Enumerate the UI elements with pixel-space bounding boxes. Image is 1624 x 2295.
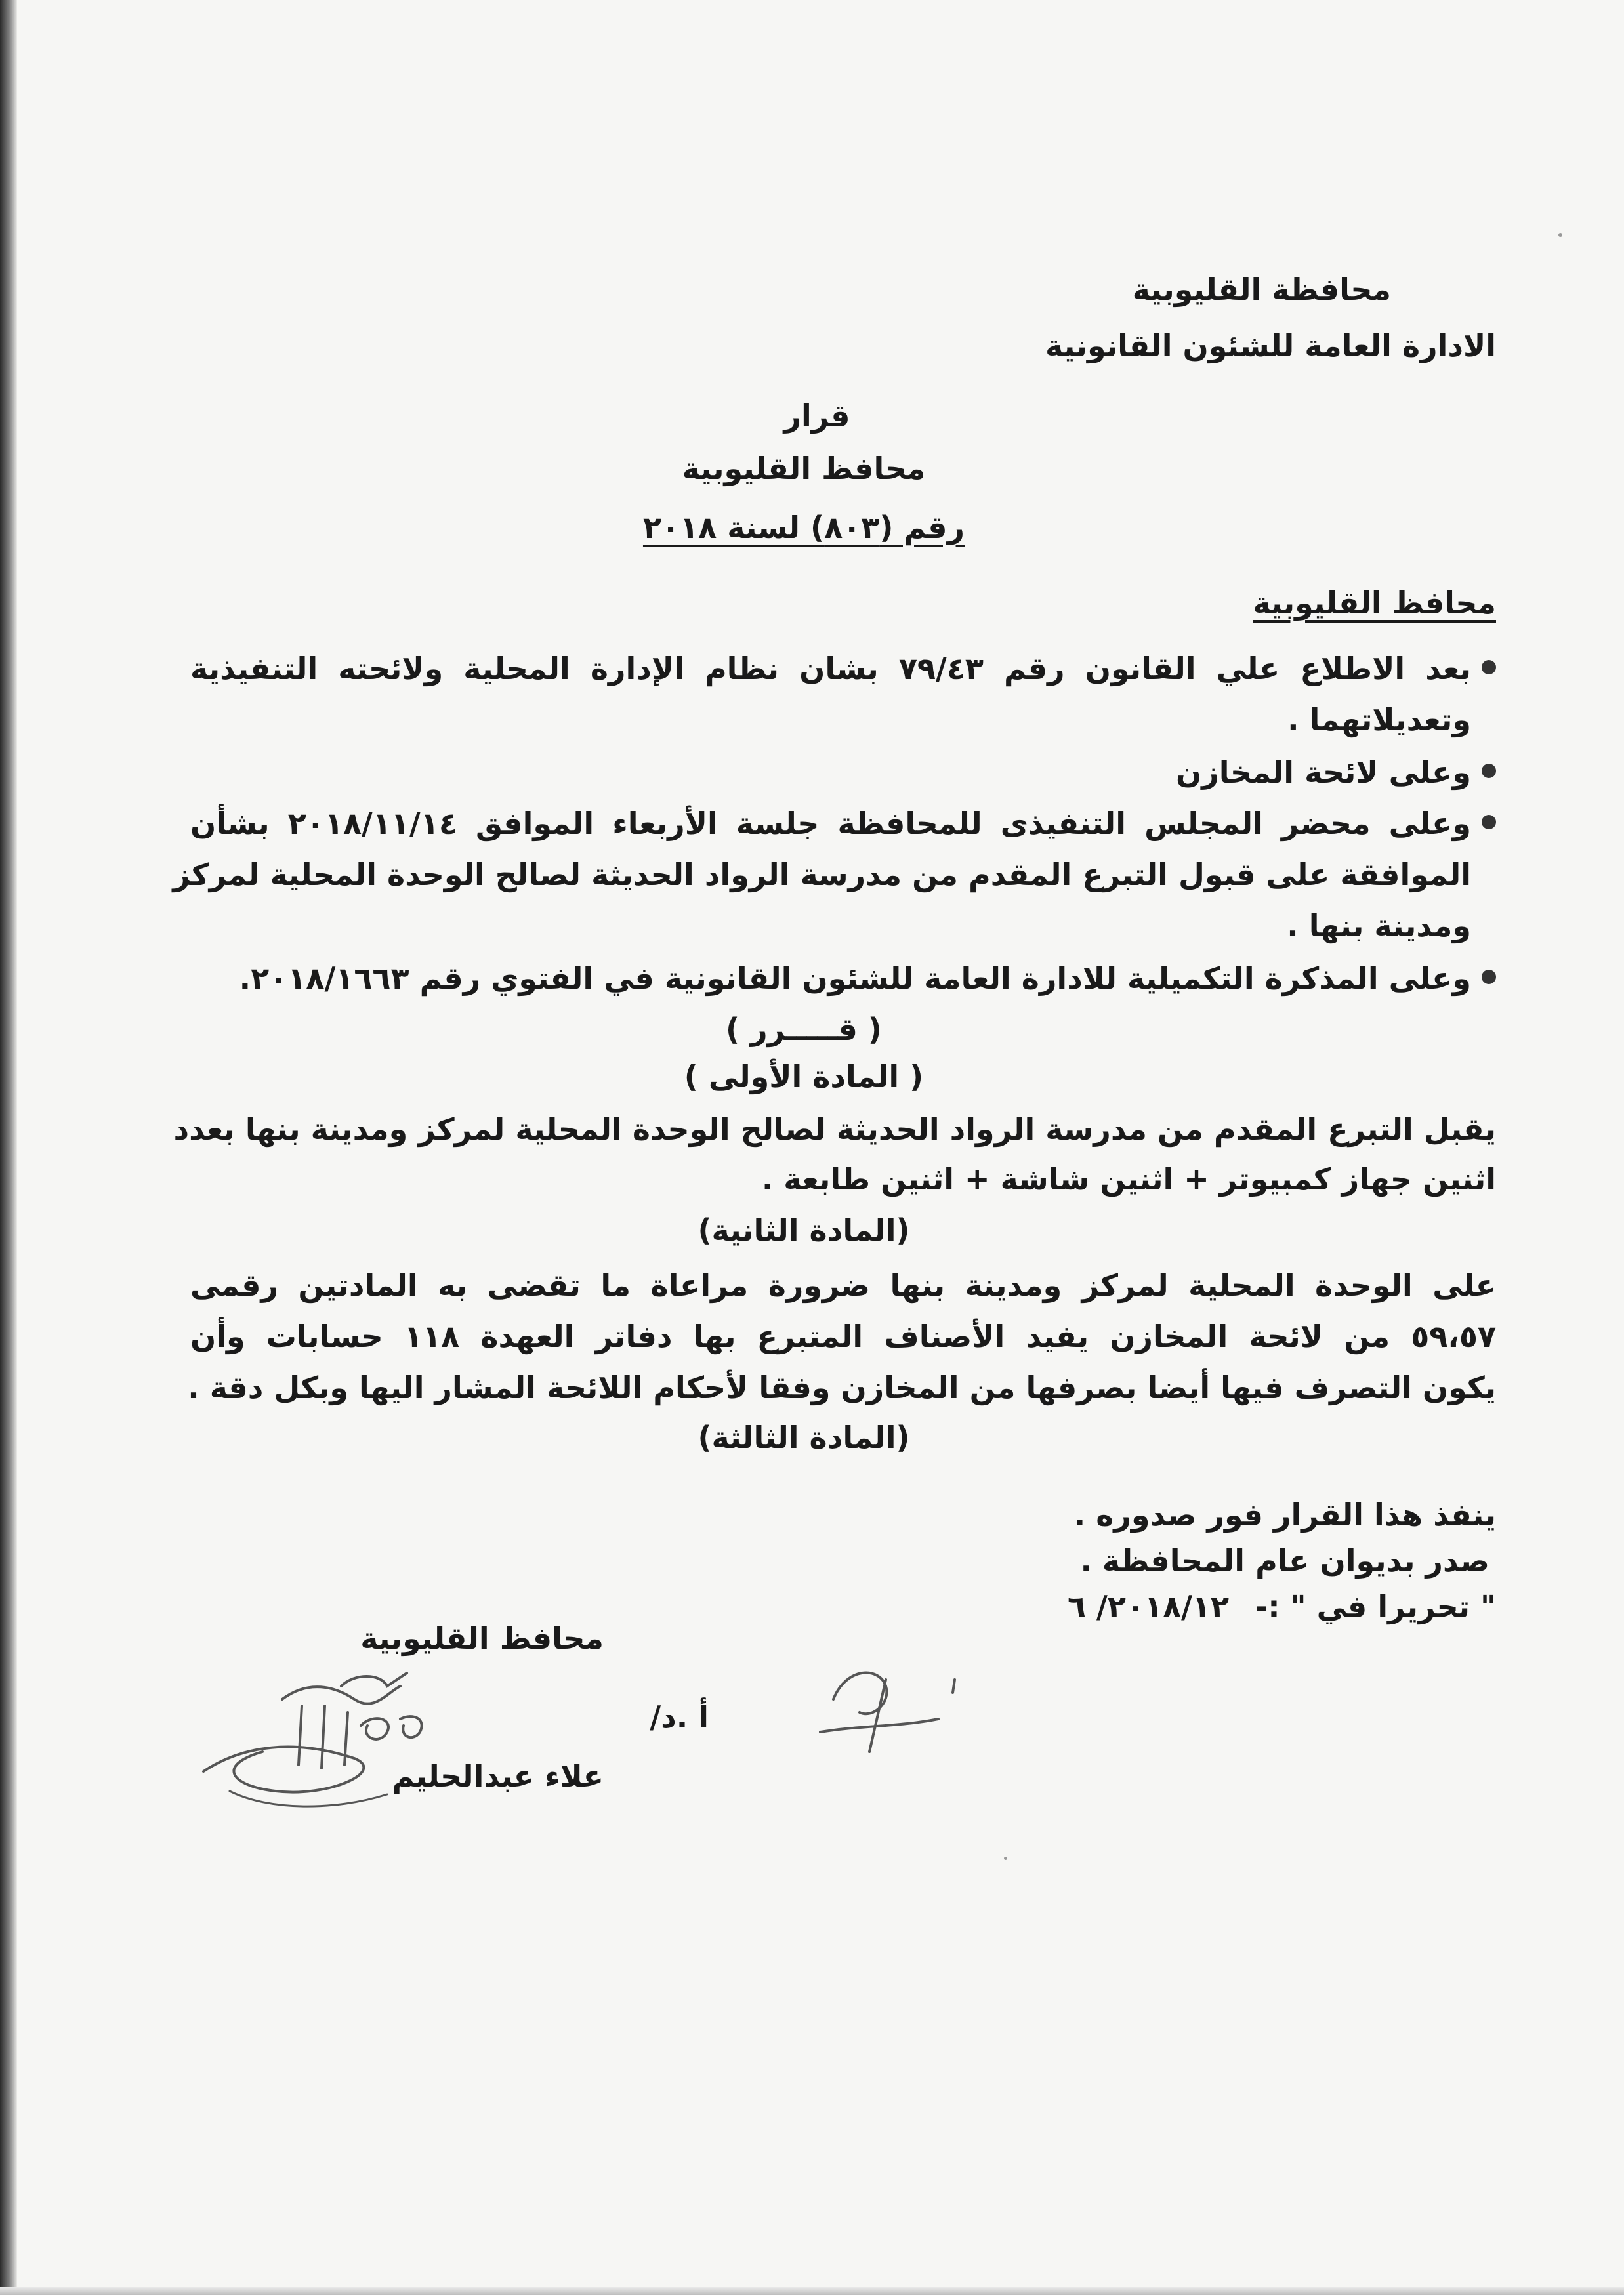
article-2-line-3: يكون التصرف فيها أيضا بصرفها من المخازن وفقا لأحكام اللائحة المشار اليها وبكل دقة . <box>188 1370 1496 1405</box>
bullet-dot <box>1476 953 1496 972</box>
decision-number <box>190 502 1496 553</box>
signature-prefix: أ .د/ <box>650 1699 709 1735</box>
article-2-heading <box>190 1205 1496 1256</box>
issuer-title <box>190 443 1496 494</box>
article-3-heading-text: (المادة الثالثة) <box>697 1420 910 1455</box>
closing-effect: ينفذ هذا القرار فور صدوره . <box>1073 1497 1496 1533</box>
preamble-item-3-line-1: وعلى محضر المجلس التنفيذى للمحافظة جلسة الأربعاء الموافق ٢٠١٨/١١/١٤ بشأن <box>190 806 1471 841</box>
issuer-label: محافظ القليوبية <box>682 451 926 486</box>
closing-date <box>1068 1581 1496 1632</box>
scan-left-edge <box>0 0 17 2295</box>
bullet-dot <box>1476 747 1496 766</box>
decision-label: قرار <box>783 398 850 434</box>
decided-heading <box>190 1004 1496 1055</box>
closing-issued: صدر بديوان عام المحافظة . <box>1080 1543 1489 1579</box>
decision-number-text: رقم (٨٠٣) لسنة ٢٠١٨ <box>642 510 965 545</box>
preamble-item-4-line-1: وعلى المذكرة التكميلية للادارة العامة للشئون القانونية في الفتوي رقم ٢٠١٨/١٦٦٣. <box>239 961 1471 996</box>
article-1-line-1: يقبل التبرع المقدم من مدرسة الرواد الحديثة لصالح الوحدة المحلية لمركز ومدينة بنها بعدد <box>173 1111 1496 1147</box>
preamble-item-1-line-2: وتعديلاتهما . <box>1287 702 1471 737</box>
handwritten-initial <box>807 1653 978 1765</box>
preamble-item-1-line-1: بعد الاطلاع علي القانون رقم ٧٩/٤٣ بشان نظام الإدارة المحلية ولائحته التنفيذية <box>190 651 1471 686</box>
preamble-heading: محافظ القليوبية <box>1253 585 1496 621</box>
article-1-heading-text: ( المادة الأولى ) <box>684 1059 924 1094</box>
closing-date-label: " تحريرا في " :- <box>1255 1589 1496 1624</box>
preamble-item-2-line-1: وعلى لائحة المخازن <box>1176 755 1471 790</box>
bullet-dot <box>1476 643 1496 663</box>
closing-date-value: ٢٠١٨/١٢/ ٦ <box>1067 1589 1230 1624</box>
handwritten-signature <box>190 1660 505 1830</box>
decision-title <box>190 390 1496 442</box>
signature-title: محافظ القليوبية <box>360 1621 604 1656</box>
article-2-heading-text: (المادة الثانية) <box>697 1212 910 1248</box>
article-1-heading <box>190 1051 1496 1102</box>
article-3-heading <box>190 1412 1496 1463</box>
preamble-item-3-line-2: الموافقة على قبول التبرع المقدم من مدرسة الرواد الحديثة لصالح الوحدة المحلية لمركز <box>173 857 1471 892</box>
scan-speck <box>1558 233 1562 237</box>
bullet-dot <box>1476 798 1496 817</box>
header-department: الادارة العامة للشئون القانونية <box>1045 328 1496 363</box>
preamble-item-3-line-3: ومدينة بنها . <box>1287 908 1471 943</box>
scan-speck <box>1004 1857 1007 1860</box>
decided-text: ( قـــــرر ) <box>726 1012 882 1047</box>
scan-bottom-edge <box>0 2287 1624 2295</box>
header-governorate: محافظة القليوبية <box>1132 272 1391 307</box>
article-2-line-2: ٥٩،٥٧ من لائحة المخازن يفيد الأصناف المتبرع بها دفاتر العهدة ١١٨ حسابات وأن <box>190 1319 1497 1354</box>
article-2-line-1: على الوحدة المحلية لمركز ومدينة بنها ضرورة مراعاة ما تقضى به المادتين رقمى <box>190 1268 1496 1303</box>
signature-name: علاء عبدالحليم <box>392 1758 604 1794</box>
article-1-line-2: اثنين جهاز كمبيوتر + اثنين شاشة + اثنين طابعة . <box>761 1161 1496 1197</box>
